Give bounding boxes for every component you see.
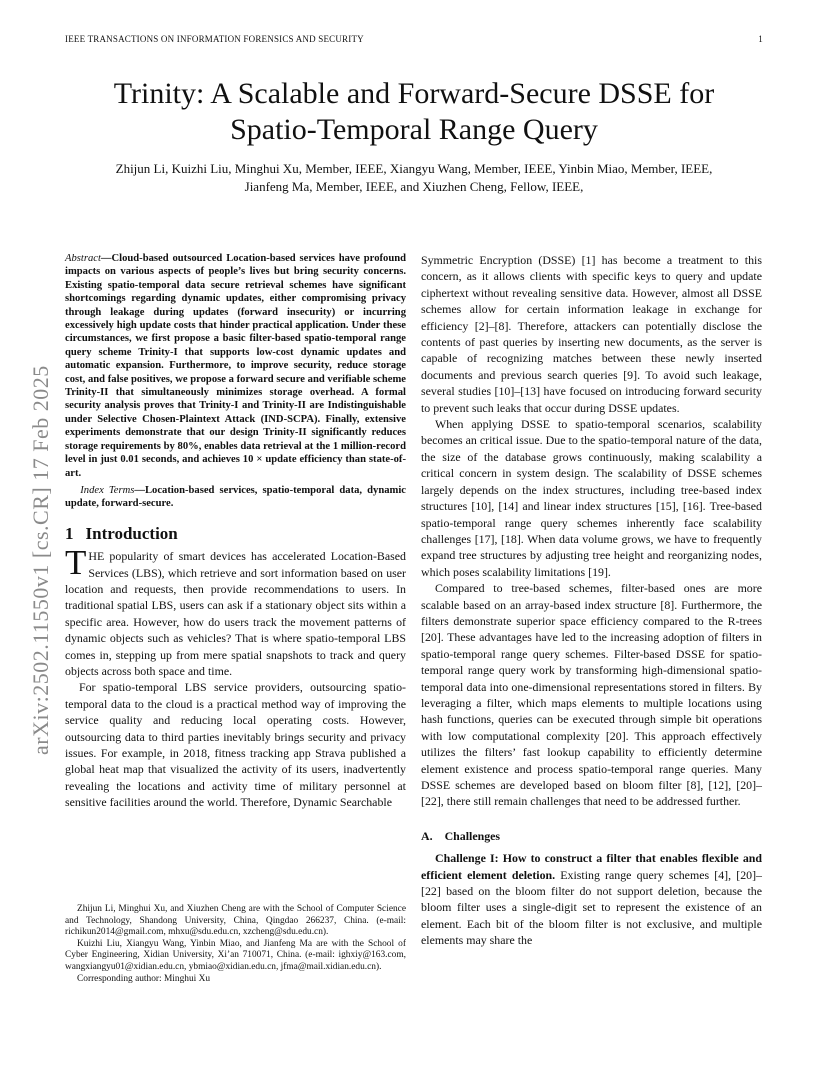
abstract-label: Abstract <box>65 253 101 264</box>
page-number: 1 <box>758 34 763 44</box>
intro-paragraph-1-text: HE popularity of smart devices has accelerated Location-Based Services (LBS), which retrieve and sort information based on user location and requests, then provide recommendations to users. In traditional spatial LBS, users can ask if a stationary object sits within a specific area. However, how do users track the movement patterns of dynamic objects such as vehicles? That is where spatio-temporal LBS comes in, stepping up from mere spatial snapshots to track and query objects across both space and time. <box>65 549 406 678</box>
running-head <box>65 34 763 44</box>
authors-line-1: Zhijun Li, Kuizhi Liu, Minghui Xu, Member, IEEE, Xiangyu Wang, Member, IEEE, Yinbin Miao, Member, IEEE, <box>115 161 713 176</box>
subsection-number: A. <box>421 828 433 843</box>
abstract: Abstract—Cloud-based outsourced Location-based services have profound impacts on various aspects of people’s lives but bring security concerns. Existing spatio-temporal data secure retrieval schemes have significant shortcomings regarding dynamic updates, either compromising privacy through leakage during updates (forward insecurity) or incurring excessively high update costs that hinder practical application. Under these circumstances, we first propose a basic filter-based spatio-temporal range query scheme Trinity-I that supports low-cost dynamic updates and automatic expansion. Furthermore, to improve security, reduce storage cost, and false positives, we propose a forward secure and verifiable scheme Trinity-II that simultaneously minimizes storage overhead. A formal security analysis proves that Trinity-I and Trinity-II are Indistinguishable under Selective Chosen-Plaintext Attack (IND-SCPA). Finally, extensive experiments demonstrate that our design Trinity-II significantly reduces storage requirements by 80%, enables data retrieval at the 1 million-record level in just 0.01 seconds, and achieves 10 × update efficiency than state-of-art. <box>65 253 406 479</box>
right-paragraph-1: Symmetric Encryption (DSSE) [1] has become a treatment to this concern, as it allows clients with specific keys to query and update ciphertext without revealing sensitive data. However, almost all DSSE schemes allow for certain information leakage in exchange for efficiency [2]–[8]. Therefore, attackers can potentially disclose the contents of past queries by inserting new documents, as the server is capable of recognizing matches between these newly inserted documents and previous search queries [9]. To avoid such leakage, several studies [10]–[13] have focused on introducing forward security to prevent such leaks that occur during DSSE updates. <box>421 253 762 415</box>
journal-name: IEEE TRANSACTIONS ON INFORMATION FORENSICS AND SECURITY <box>65 34 364 44</box>
subsection-heading-challenges <box>421 828 762 844</box>
title-line-2: Spatio-Temporal Range Query <box>230 113 598 146</box>
challenge-1-text: Existing range query schemes [4], [20]–[22] based on the bloom filter do not support deletion, because the bloom filter uses a single-digit set to represent the existence of an element. Each bit of the bloom filter is not exclusive, and multiple elements may share the <box>421 867 762 948</box>
footnotes <box>65 904 406 985</box>
abstract-text: Cloud-based outsourced Location-based services have profound impacts on various aspects of people’s lives but bring security concerns. Existing spatio-temporal data secure retrieval schemes have significant shortcomings regarding dynamic updates, either compromising privacy through leakage during updates (forward insecurity) or incurring excessively high update costs that hinder practical application. Under these circumstances, we first propose a basic filter-based spatio-temporal range query scheme Trinity-I that supports low-cost dynamic updates and automatic expansion. Furthermore, to improve security, reduce storage cost, and false positives, we propose a forward secure and verifiable scheme Trinity-II that simultaneously minimizes storage overhead. A formal security analysis proves that Trinity-I and Trinity-II are Indistinguishable under Selective Chosen-Plaintext Attack (IND-SCPA). Finally, extensive experiments demonstrate that our design Trinity-II significantly reduces storage requirements by 80%, enables data retrieval at the 1 million-record level in just 0.01 seconds, and achieves 10 × update efficiency than state-of-art. <box>65 253 406 479</box>
right-paragraph-3: Compared to tree-based schemes, filter-based ones are more scalable based on an array-based index structure [8]. Furthermore, the filters demonstrate superior space efficiency compared to the R-trees [20]. These advantages have led to the increasing adoption of filters in spatio-temporal range query schemes. Filter-based DSSE for spatio-temporal range query work by transforming high-dimensional spatio-temporal data into one-dimensional representations stored in filters. By leveraging a filter, which maps elements to multiple locations using hash functions, queries can be executed through simple bit operations with low computational complexity [20]. This approach effectively utilizes the filters’ fast lookup capability to efficiently determine element existence and process spatio-temporal range queries. Many DSSE schemes are developed based on bloom filter [8], [12], [20]–[22], there still remain challenges that need to be addressed further. <box>421 581 762 809</box>
right-column <box>421 252 762 949</box>
author-list <box>60 160 768 196</box>
footnote-affiliation-2: Kuizhi Liu, Xiangyu Wang, Yinbin Miao, and Jianfeng Ma are with the School of Cyber Engineering, Xidian University, Xi’an 710071, China. (e-mail: ighxiy@163.com, wangxiangyu01@xidian.edu.cn, ybmiao@xidian.edu.cn, jfma@mail.xidian.edu.cn). <box>65 938 406 972</box>
intro-paragraph-1 <box>65 543 406 679</box>
index-terms-label: Index Terms <box>80 484 135 496</box>
drop-cap: T <box>65 543 87 583</box>
authors-line-2: Jianfeng Ma, Member, IEEE, and Xiuzhen Cheng, Fellow, IEEE, <box>244 179 584 194</box>
challenge-1-heading: Challenge I: How to construct a filter that enables flexible and efficient element deletion. <box>421 851 762 882</box>
left-column <box>65 252 406 811</box>
right-paragraph-2: When applying DSSE to spatio-temporal scenarios, scalability becomes an critical issue. Due to the spatio-temporal nature of the data, the size of the database grows continuously, making scalability a critical concern in system design. The scalability of DSSE schemes largely depends on the index structures, including tree-based index structures [10], [14] and linear index structures [15], [16]. Tree-based spatio-temporal range query schemes inherently face scalability challenges [17], [18]. When data volume grows, we have to frequently expand tree structures by adjusting tree height and reorganizing nodes, which poses scalability limitations [19]. <box>421 417 762 579</box>
section-heading-introduction <box>65 523 406 543</box>
index-terms: Index Terms—Location-based services, spatio-temporal data, dynamic update, forward-secure. <box>65 484 406 510</box>
section-title: Introduction <box>85 523 178 543</box>
challenge-1-paragraph <box>421 850 762 948</box>
paper-title <box>60 76 768 148</box>
index-terms-text: Location-based services, spatio-temporal data, dynamic update, forward-secure. <box>65 484 406 510</box>
section-number: 1 <box>65 523 74 543</box>
intro-paragraph-2: For spatio-temporal LBS service providers, outsourcing spatio-temporal data to the cloud is a practical method way of improving the service quality and reducing local operating costs. However, outsourcing data to third parties inevitably brings security and privacy issues. For example, in 2018, fitness tracking app Strava published a global heat map that visualized the activity of its users, inadvertently revealing the locations and activity time of military personnel at sensitive facilities around the world. Therefore, Dynamic Searchable <box>65 680 406 810</box>
title-line-1: Trinity: A Scalable and Forward-Secure DSSE for <box>113 77 715 110</box>
subsection-title: Challenges <box>444 828 501 843</box>
footnote-corresponding-author: Corresponding author: Minghui Xu <box>77 973 211 984</box>
arxiv-stamp: arXiv:2502.11550v1 [cs.CR] 17 Feb 2025 <box>28 365 53 755</box>
footnote-affiliation-1: Zhijun Li, Minghui Xu, and Xiuzhen Cheng are with the School of Computer Science and Technology, Shandong University, China, Qingdao 266237, China. (e-mail: richikun2014@gmail.com, mhxu@sdu.edu.cn, xzcheng@sdu.edu.cn). <box>65 904 406 938</box>
